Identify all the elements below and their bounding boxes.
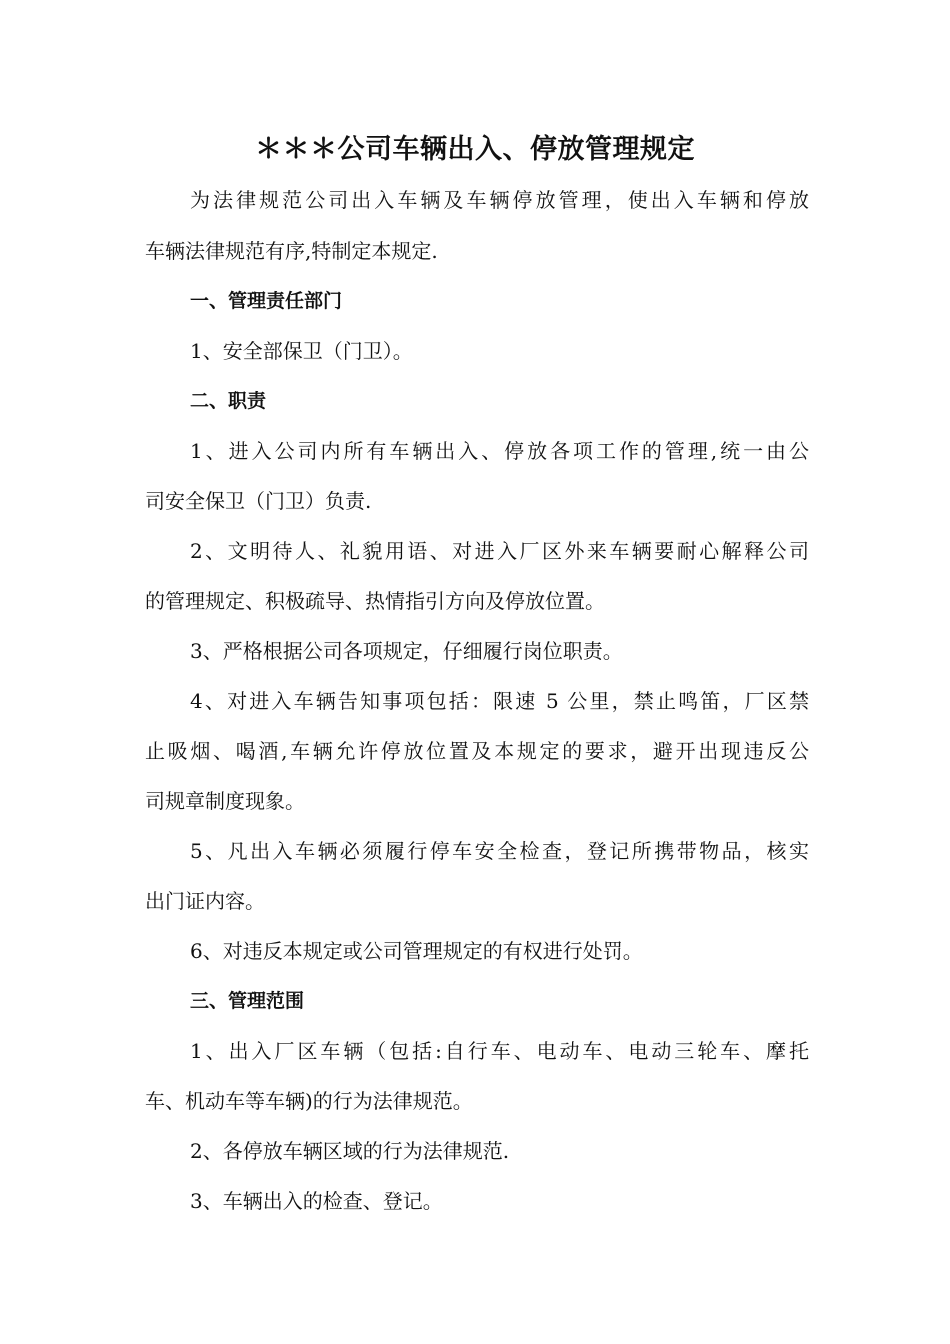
scope-item-2: 2、各停放车辆区域的行为法律规范.	[190, 1139, 510, 1163]
document-title: ＊＊＊公司车辆出入、停放管理规定	[255, 134, 695, 165]
duty-item-4-line-1: 4、对进入车辆告知事项包括：限速 5 公里，禁止鸣笛，厂区禁	[190, 689, 809, 713]
duty-item-4-line-3: 司规章制度现象。	[145, 789, 305, 813]
intro-line-1: 为法律规范公司出入车辆及车辆停放管理，使出入车辆和停放	[190, 188, 809, 212]
duty-item-6: 6、对违反本规定或公司管理规定的有权进行处罚。	[190, 939, 643, 963]
duty-item-5-line-1: 5、凡出入车辆必须履行停车安全检查，登记所携带物品，核实	[190, 839, 809, 863]
scope-item-3: 3、车辆出入的检查、登记。	[190, 1189, 443, 1213]
duty-item-3: 3、严格根据公司各项规定，仔细履行岗位职责。	[190, 639, 623, 663]
scope-item-1-line-2: 车、机动车等车辆)的行为法律规范。	[145, 1089, 473, 1113]
section-heading-duties: 二、职责	[190, 390, 267, 412]
duty-item-4-line-2: 止吸烟、喝酒,车辆允许停放位置及本规定的要求，避开出现违反公	[145, 739, 809, 763]
section-heading-responsible-dept: 一、管理责任部门	[190, 290, 343, 312]
duty-item-2-line-1: 2、文明待人、礼貌用语、对进入厂区外来车辆要耐心解释公司	[190, 539, 809, 563]
intro-line-2: 车辆法律规范有序,特制定本规定.	[145, 239, 438, 263]
duty-item-1-line-2: 司安全保卫（门卫）负责.	[145, 489, 372, 513]
duty-item-1-line-1: 1、进入公司内所有车辆出入、停放各项工作的管理,统一由公	[190, 439, 809, 463]
section1-item-1: 1、安全部保卫（门卫）。	[190, 339, 413, 363]
scope-item-1-line-1: 1、出入厂区车辆（包括:自行车、电动车、电动三轮车、摩托	[190, 1039, 809, 1063]
duty-item-5-line-2: 出门证内容。	[145, 889, 265, 913]
section-heading-scope: 三、管理范围	[190, 990, 305, 1012]
duty-item-2-line-2: 的管理规定、积极疏导、热情指引方向及停放位置。	[145, 589, 605, 613]
